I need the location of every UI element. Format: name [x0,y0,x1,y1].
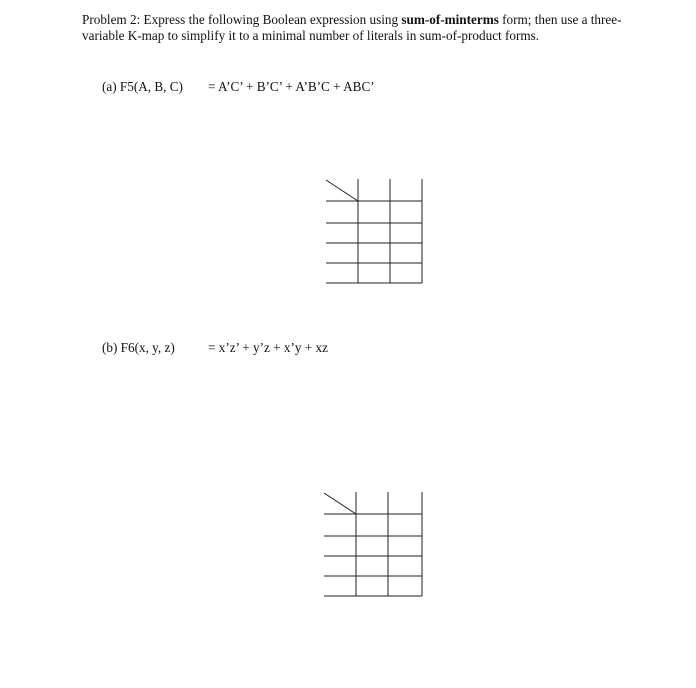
part-b-expression: = x’z’ + y’z + x’y + xz [208,340,328,355]
problem-text-end: form; then use a three-variable K-map to simplify it to a minimal number of literals in sum-of-product forms. [82,12,622,44]
problem-text-bold: sum-of-minterms [401,12,499,27]
part-a-label: (a) F5(A, B, C) [102,79,183,94]
problem-text-start: Problem 2: Express the following Boolean expression using [82,12,402,27]
part-a-expression: = A’C’ + B’C’ + A’B’C + ABC’ [208,79,375,94]
kmap-grid-a [320,179,426,285]
kmap-grid-b [318,492,426,598]
part-b-label: (b) F6(x, y, z) [102,340,175,355]
problem-statement [82,12,622,44]
